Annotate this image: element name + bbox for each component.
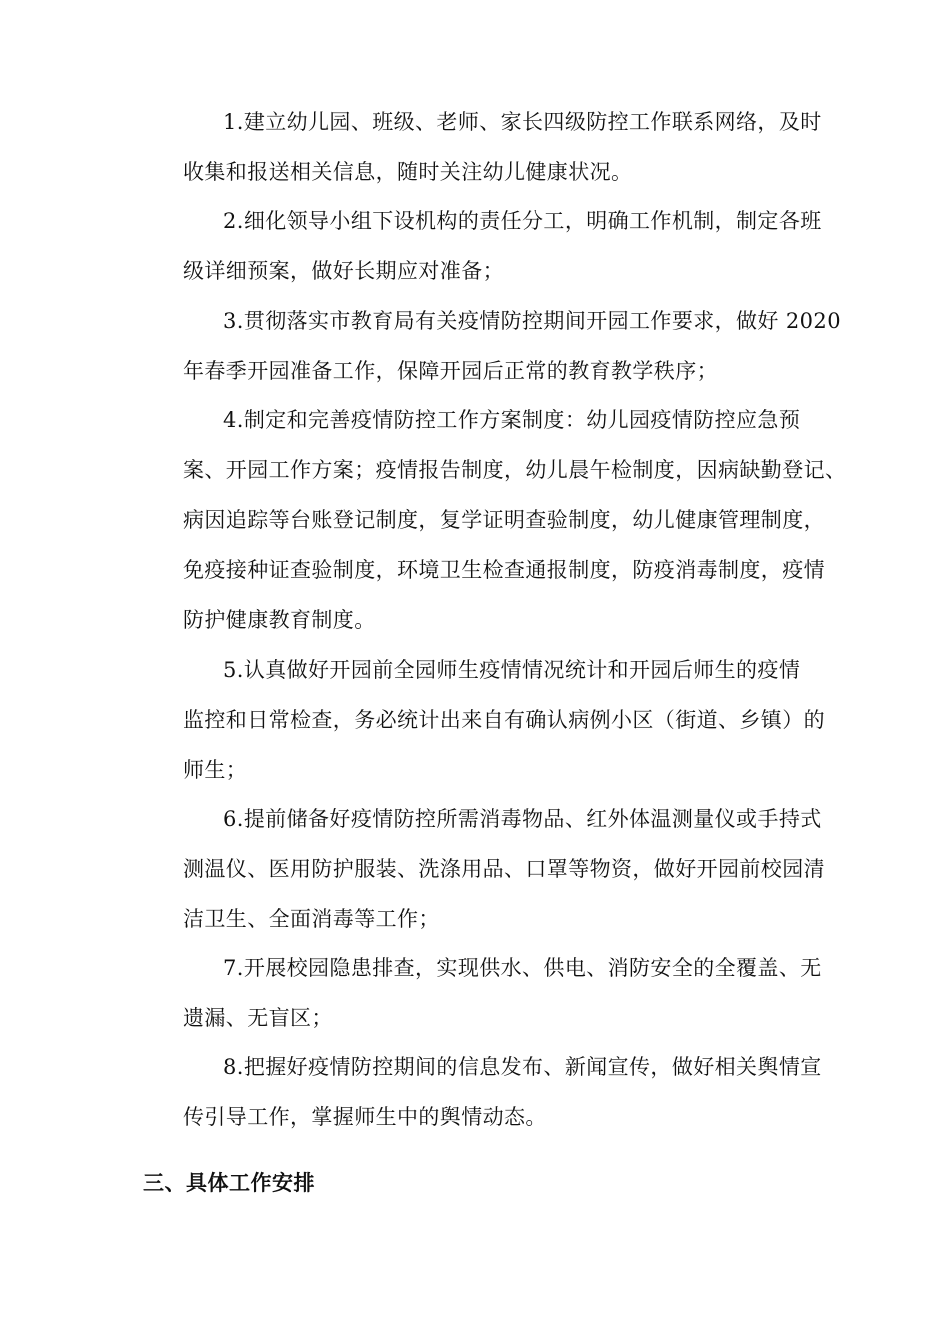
text-line: 6.提前储备好疫情防控所需消毒物品、红外体温测量仪或手持式	[223, 807, 822, 831]
text-line: 病因追踪等台账登记制度，复学证明查验制度，幼儿健康管理制度，	[183, 508, 825, 532]
list-item-3	[143, 296, 841, 396]
text-line: 案、开园工作方案；疫情报告制度，幼儿晨午检制度，因病缺勤登记、	[183, 458, 847, 482]
text-line: 8.把握好疫情防控期间的信息发布、新闻宣传，做好相关舆情宣	[223, 1055, 822, 1079]
text-line: 遗漏、无盲区；	[183, 1006, 333, 1030]
section-heading: 三、具体工作安排	[143, 1171, 315, 1195]
text-line: 测温仪、医用防护服装、洗涤用品、口罩等物资，做好开园前校园清	[183, 857, 825, 881]
list-item-8	[143, 1042, 822, 1142]
text-line: 免疫接种证查验制度，环境卫生检查通报制度，防疫消毒制度，疫情	[183, 558, 825, 582]
text-line: 3.贯彻落实市教育局有关疫情防控期间开园工作要求，做好 2020	[223, 309, 841, 333]
text-line: 7.开展校园隐患排查，实现供水、供电、消防安全的全覆盖、无	[223, 956, 822, 980]
text-line: 收集和报送相关信息，随时关注幼儿健康状况。	[183, 160, 633, 184]
text-line: 5.认真做好开园前全园师生疫情情况统计和开园后师生的疫情	[223, 658, 801, 682]
text-line: 防护健康教育制度。	[183, 608, 376, 632]
text-line: 2.细化领导小组下设机构的责任分工，明确工作机制，制定各班	[223, 209, 822, 233]
list-item-2	[143, 196, 822, 296]
text-line: 师生；	[183, 758, 248, 782]
list-item-1	[143, 97, 822, 197]
list-item-6	[143, 794, 825, 944]
text-line: 洁卫生、全面消毒等工作；	[183, 907, 440, 931]
list-item-4	[143, 395, 847, 645]
list-item-5	[143, 645, 825, 795]
text-line: 年春季开园准备工作，保障开园后正常的教育教学秩序；	[183, 359, 718, 383]
text-line: 传引导工作，掌握师生中的舆情动态。	[183, 1105, 547, 1129]
text-line: 1.建立幼儿园、班级、老师、家长四级防控工作联系网络，及时	[223, 110, 822, 134]
text-line: 级详细预案，做好长期应对准备；	[183, 259, 504, 283]
text-line: 4.制定和完善疫情防控工作方案制度：幼儿园疫情防控应急预	[223, 408, 801, 432]
list-item-7	[143, 943, 822, 1043]
text-line: 监控和日常检查，务必统计出来自有确认病例小区（街道、乡镇）的	[183, 708, 825, 732]
